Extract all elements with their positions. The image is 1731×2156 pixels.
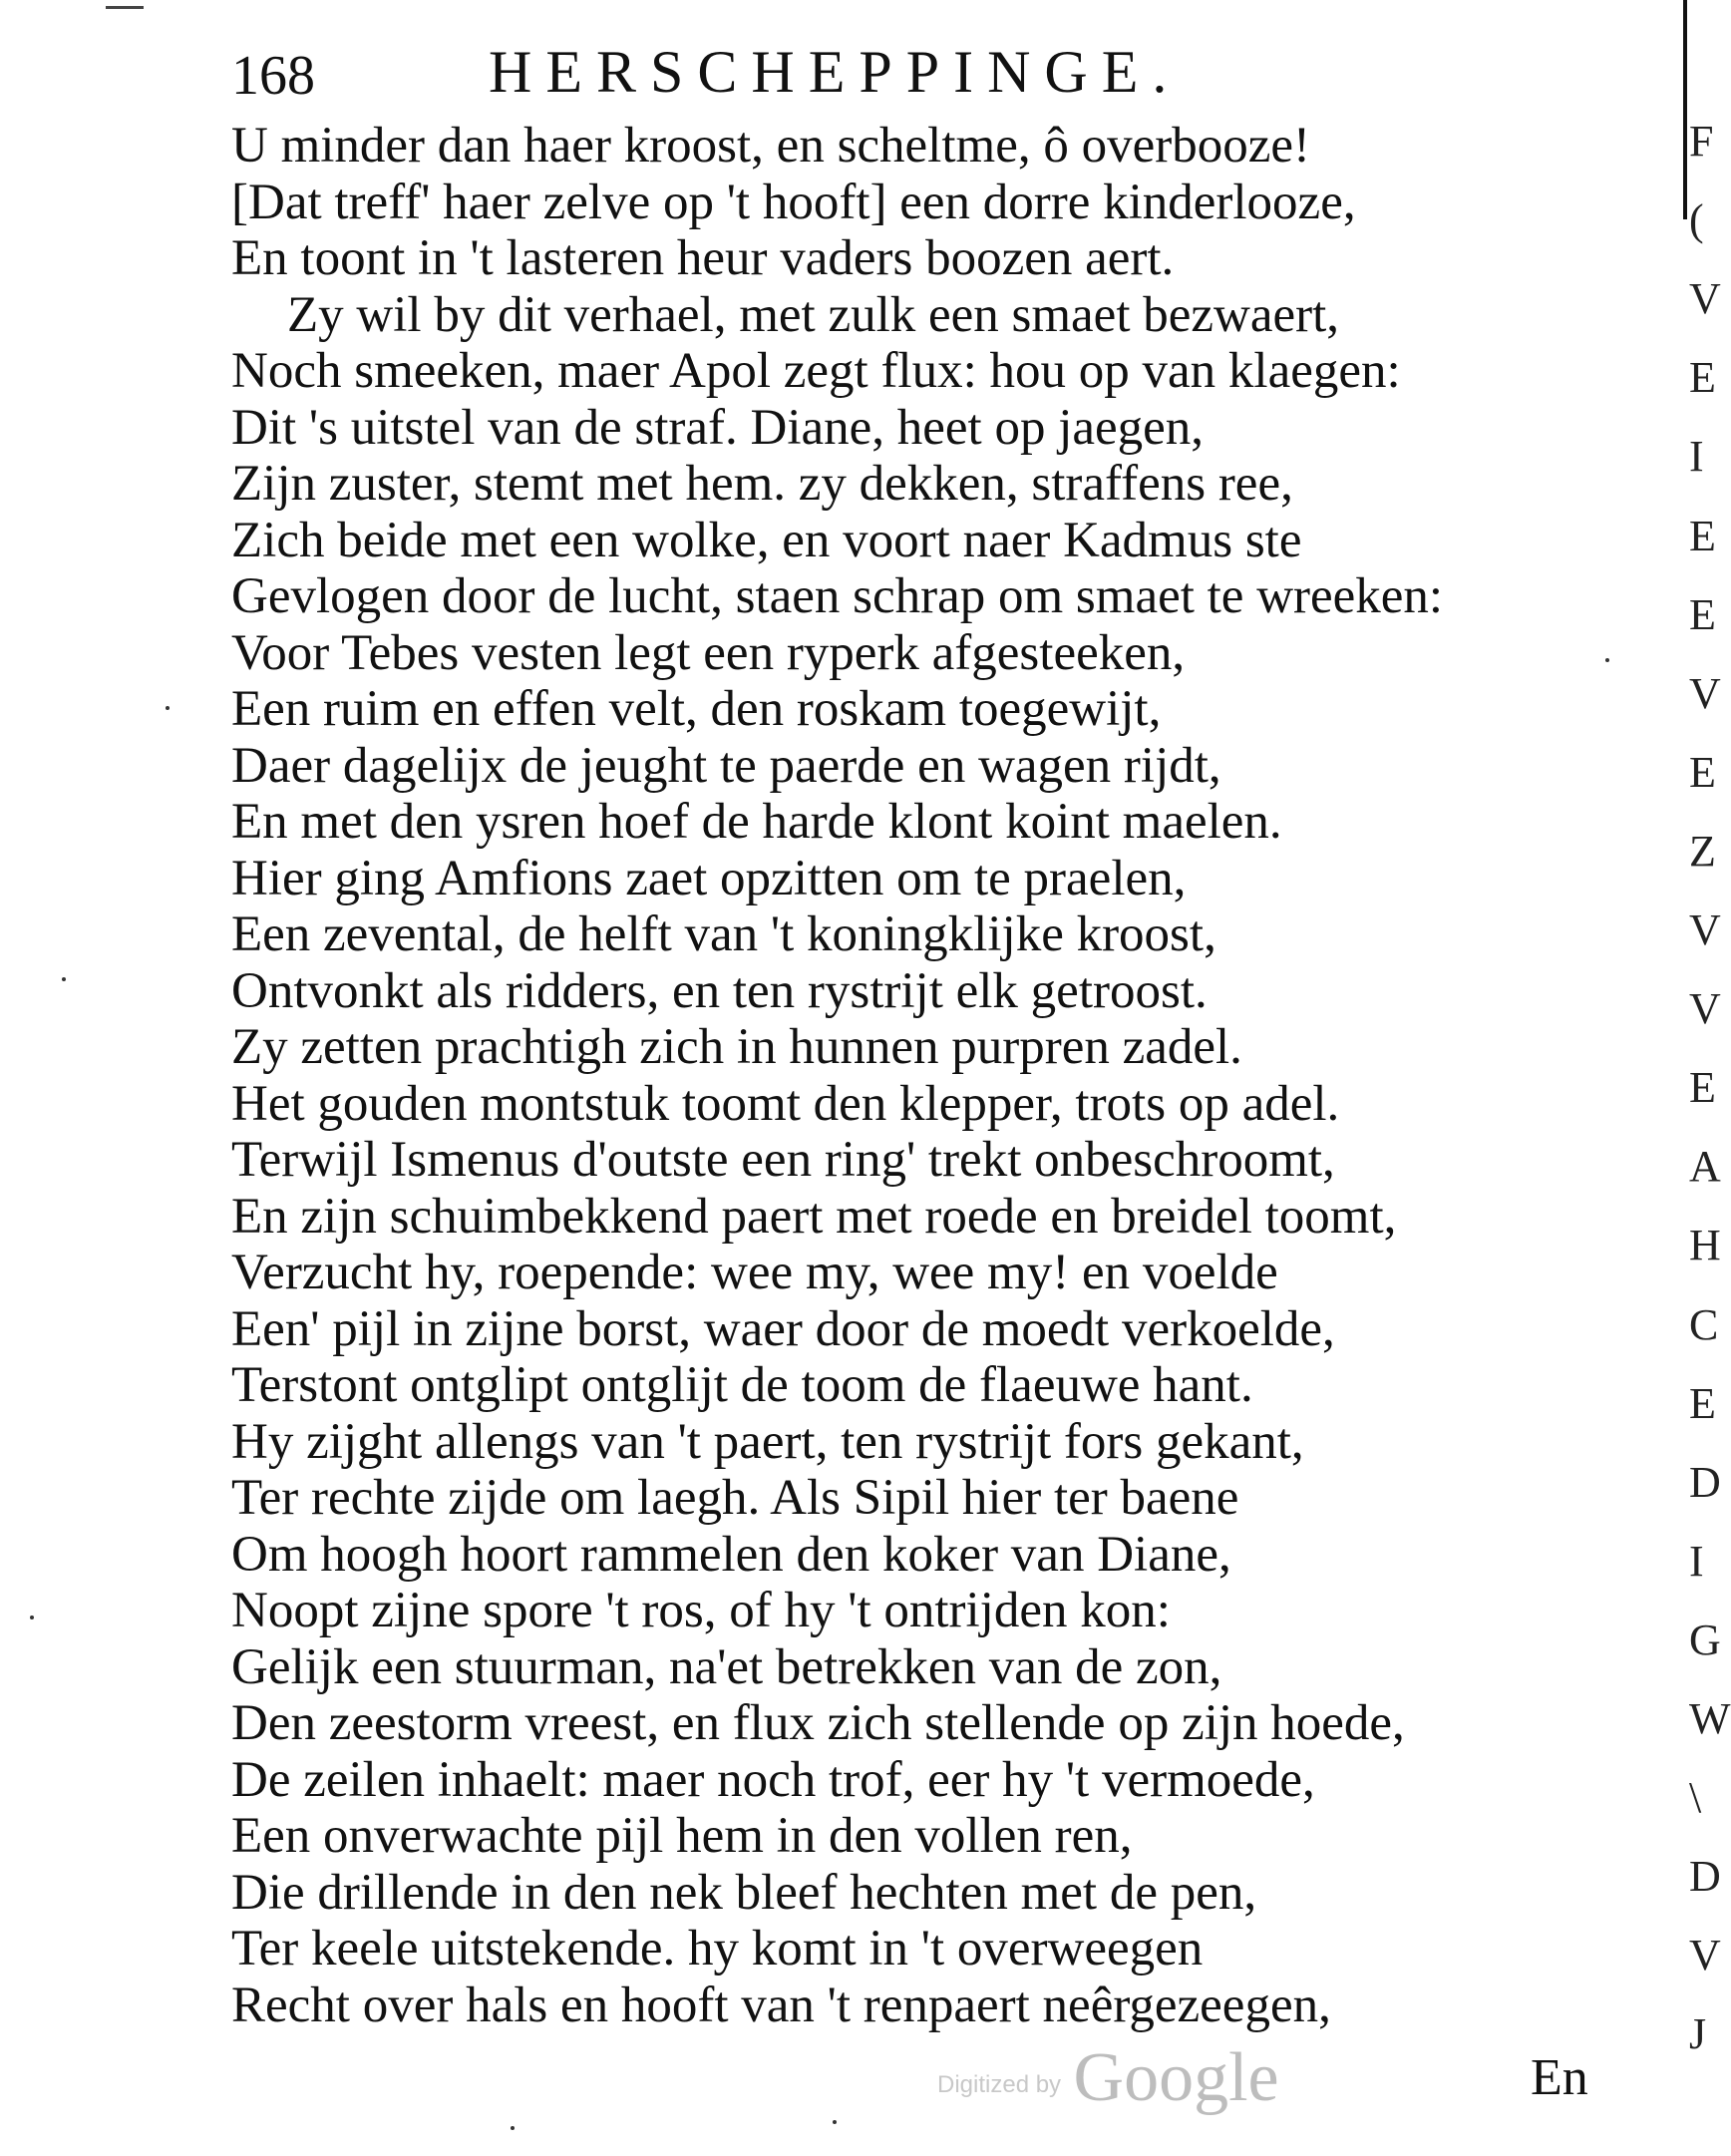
adjacent-page-letter: E [1689, 747, 1716, 797]
scan-speck [511, 2126, 515, 2130]
adjacent-page-letter: E [1689, 1063, 1716, 1113]
verse-line: Noch smeeken, maer Apol zegt flux: hou op van klaegen: [231, 343, 1401, 399]
verse-line: Ontvonkt als ridders, en ten rystrijt elk getroost. [231, 962, 1208, 1019]
scan-mark [106, 6, 144, 9]
verse-line: Een ruim en effen velt, den roskam toegewijt, [231, 681, 1162, 737]
page-edge-rule [1683, 0, 1687, 219]
adjacent-page-letter: E [1689, 511, 1716, 560]
scan-speck [166, 706, 170, 710]
verse-line: Terstont ontglipt ontglijt de toom de flaeuwe hant. [231, 1357, 1253, 1413]
verse-line: Noopt zijne spore 't ros, of hy 't ontrijden kon: [231, 1583, 1171, 1638]
verse-line: En met den ysren hoef de harde klont koint maelen. [231, 794, 1282, 850]
verse-line: Verzucht hy, roepende: wee my, wee my! en voelde [231, 1245, 1278, 1300]
verse-line: Een onverwachte pijl hem in den vollen ren, [231, 1808, 1133, 1864]
adjacent-page-letter: D [1689, 1852, 1721, 1902]
verse-line: Gelijk een stuurman, na'et betrekken van de zon, [231, 1638, 1222, 1695]
page-header [231, 38, 1378, 108]
verse-line: Die drillende in den nek bleef hechten met de pen, [231, 1864, 1257, 1921]
verse-line: Een zevental, de helft van 't koningklijke kroost, [231, 906, 1216, 962]
verse-line: Een' pijl in zijne borst, waer door de moedt verkoelde, [231, 1300, 1335, 1357]
verse-line: Het gouden montstuk toomt den klepper, trots op adel. [231, 1075, 1340, 1132]
running-head: HERSCHEPPINGE. [489, 39, 1182, 105]
adjacent-page-letter: W [1689, 1694, 1731, 1743]
verse-line: Zy zetten prachtigh zich in hunnen purpren zadel. [231, 1019, 1242, 1075]
adjacent-page-letter: G [1689, 1615, 1721, 1664]
adjacent-page-letter: \ [1689, 1773, 1702, 1823]
adjacent-page-letter: V [1689, 1931, 1721, 1980]
adjacent-page-letter: D [1689, 1457, 1721, 1507]
verse-line: Zich beide met een wolke, en voort naer Kadmus ste [231, 512, 1302, 568]
adjacent-page-letter: F [1689, 117, 1714, 166]
scan-speck [833, 2120, 837, 2124]
adjacent-page-letter: V [1689, 984, 1721, 1034]
adjacent-page-letter: C [1689, 1299, 1719, 1349]
adjacent-page-letter: A [1689, 1142, 1721, 1192]
verse-line: De zeilen inhaelt: maer noch trof, eer hy 't vermoede, [231, 1751, 1315, 1808]
scan-speck [1605, 658, 1609, 662]
adjacent-page-letter: V [1689, 905, 1721, 954]
verse-line: [Dat treff' haer zelve op 't hooft] een dorre kinderlooze, [231, 174, 1356, 230]
verse-line: En toont in 't lasteren heur vaders boozen aert. [231, 230, 1175, 286]
scan-speck [30, 1616, 34, 1619]
verse-line: Den zeestorm vreest, en flux zich stellende op zijn hoede, [231, 1695, 1405, 1751]
adjacent-page-letter: V [1689, 668, 1721, 718]
adjacent-page-letter: ( [1689, 195, 1704, 245]
adjacent-page-letter: E [1689, 589, 1716, 639]
verse-line: Terwijl Ismenus d'outste een ring' trekt onbeschroomt, [231, 1132, 1335, 1188]
google-watermark [937, 2038, 1279, 2118]
adjacent-page-letter: I [1689, 1536, 1704, 1586]
verse-line: Hier ging Amfions zaet opzitten om te praelen, [231, 850, 1187, 906]
adjacent-page-letter: J [1689, 2009, 1707, 2059]
adjacent-page-letter: I [1689, 432, 1704, 482]
verse-line: Zy wil by dit verhael, met zulk een smaet bezwaert, [287, 286, 1340, 343]
adjacent-page-letter: V [1689, 274, 1721, 324]
verse-line: Om hoogh hoort rammelen den koker van Diane, [231, 1526, 1231, 1583]
verse-line: Dit 's uitstel van de straf. Diane, heet op jaegen, [231, 399, 1205, 456]
verse-line: Gevlogen door de lucht, staen schrap om smaet te wreeken: [231, 568, 1444, 624]
watermark-prefix: Digitized by [937, 2071, 1062, 2098]
watermark-brand: Google [1073, 2039, 1279, 2116]
verse-line: Daer dagelijx de jeught te paerde en wagen rijdt, [231, 737, 1221, 794]
adjacent-page-letter: E [1689, 1378, 1716, 1428]
verse-line: Hy zijght allengs van 't paert, ten rystrijt fors gekant, [231, 1413, 1304, 1470]
catchword: En [1531, 2049, 1588, 2106]
page-number: 168 [231, 45, 315, 107]
verse-line: En zijn schuimbekkend paert met roede en breidel toomt, [231, 1188, 1397, 1245]
verse-line: Ter keele uitstekende. hy komt in 't overweegen [231, 1921, 1204, 1976]
adjacent-page-letter: H [1689, 1221, 1721, 1270]
verse-line: Recht over hals en hooft van 't renpaert neêrgezeegen, [231, 1976, 1331, 2033]
adjacent-page-letter: E [1689, 353, 1716, 403]
scan-speck [62, 977, 66, 981]
verse-line: Zijn zuster, stemt met hem. zy dekken, straffens ree, [231, 456, 1293, 512]
verse-text [231, 118, 1627, 2033]
verse-line: Voor Tebes vesten legt een ryperk afgesteeken, [231, 624, 1186, 681]
verse-line: Ter rechte zijde om laegh. Als Sipil hier ter baene [231, 1470, 1239, 1526]
verse-line: U minder dan haer kroost, en scheltme, ô overbooze! [231, 118, 1310, 174]
adjacent-page-letter: Z [1689, 826, 1716, 876]
